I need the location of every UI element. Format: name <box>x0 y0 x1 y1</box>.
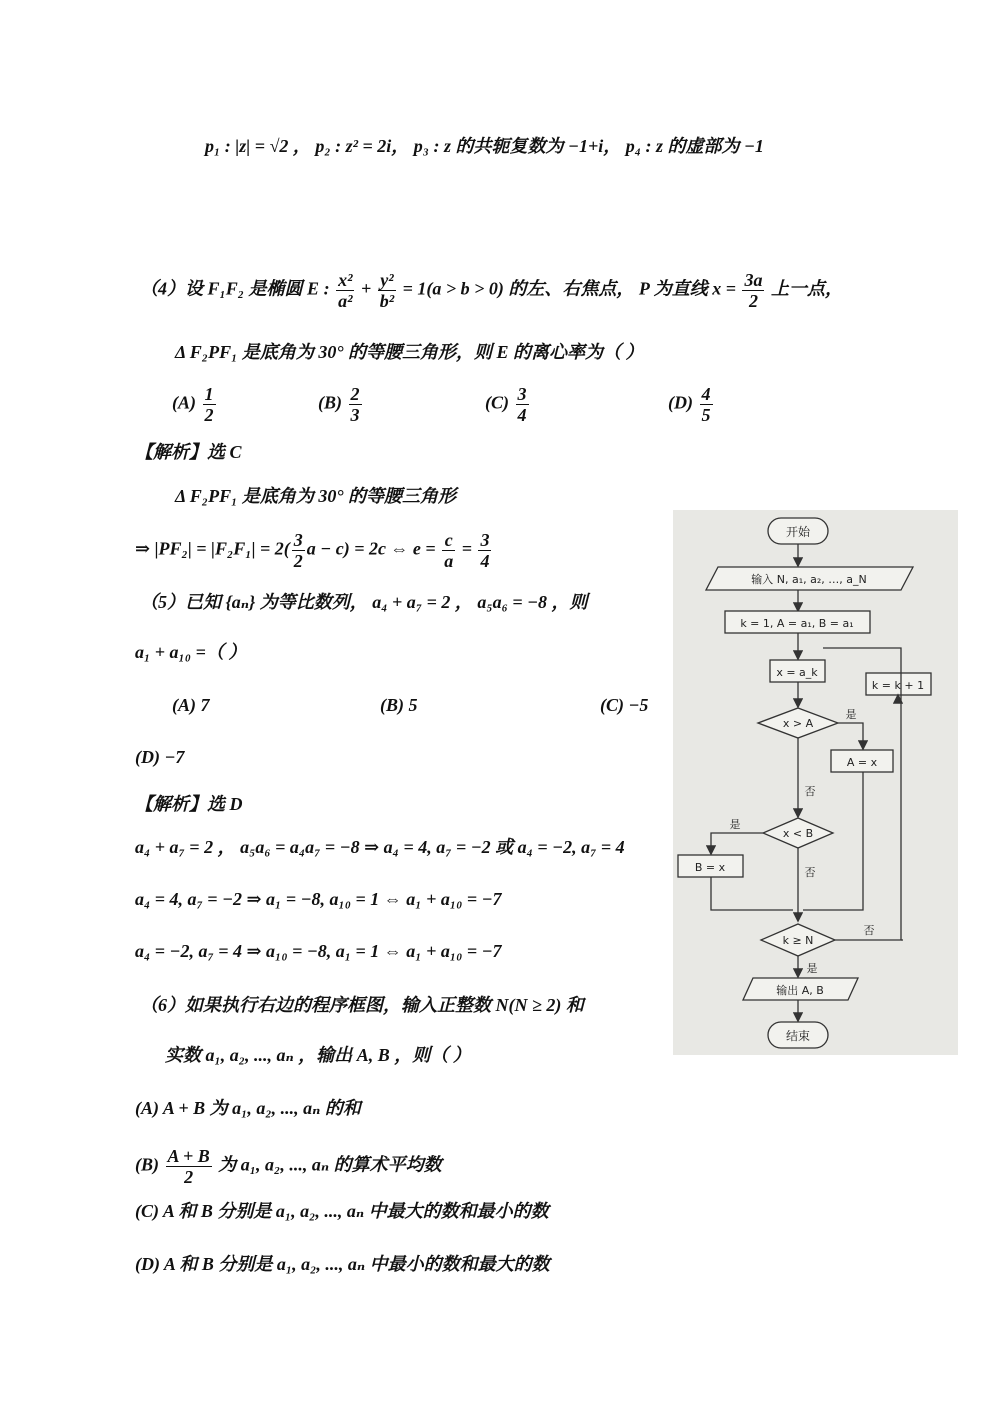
q5-option-b: (B) 5 <box>380 695 418 715</box>
q6-line1: （6）如果执行右边的程序框图，输入正整数 N(N ≥ 2) 和 <box>140 995 584 1015</box>
propositions-line: p₁ : |z| = √2 ， p₂ : z² = 2i， p₃ : z 的共轭复数为 −1+i， p₄ : z 的虚部为 −1 <box>205 136 764 156</box>
q4-answer: 【解析】选 C <box>135 442 242 462</box>
frac-num: 3 <box>480 530 490 550</box>
q5-answer: 【解析】选 D <box>135 794 243 814</box>
flow-no1-label: 否 <box>804 785 816 798</box>
q4-solution-2 <box>135 530 493 571</box>
q6-option-c: (C) A 和 B 分别是 a₁, a₂, ..., aₙ 中最大的数和最小的数 <box>135 1201 549 1221</box>
flow-cond1-label: x > A <box>782 717 814 730</box>
flow-no3-label: 否 <box>863 924 875 937</box>
q6-line2: 实数 a₁, a₂, ..., aₙ ，输出 A, B ，则（ ） <box>165 1045 471 1065</box>
q6-option-d: (D) A 和 B 分别是 a₁, a₂, ..., aₙ 中最小的数和最大的数 <box>135 1254 550 1274</box>
flow-yes3-label: 是 <box>806 962 818 975</box>
option-label: (B) <box>135 1154 159 1175</box>
flow-setB-label: B = x <box>694 861 726 874</box>
q4-line1-mid: = 1(a > b > 0) 的左、右焦点， P 为直线 x = <box>402 278 736 299</box>
frac-den: 4 <box>480 551 490 571</box>
frac-den: 4 <box>517 405 527 425</box>
flow-cond2-label: x < B <box>782 827 814 840</box>
q4-line2: Δ F₂PF₁ 是底角为 30° 的等腰三角形，则 E 的离心率为（ ） <box>175 342 644 362</box>
q4-solution-1: Δ F₂PF₁ 是底角为 30° 的等腰三角形 <box>175 486 457 506</box>
q4-line1-pre: （4）设 F₁F₂ 是椭圆 E : <box>140 278 330 299</box>
q4-frac-y2b2 <box>378 270 396 311</box>
frac-den: 2 <box>748 291 758 311</box>
frac-num: 4 <box>701 384 711 404</box>
q4-frac-x2a2 <box>336 270 354 311</box>
frac-num: y² <box>378 270 396 291</box>
flow-assign-label: x = a_k <box>776 666 818 679</box>
q4-option-d <box>668 384 715 425</box>
frac-num: 3a <box>744 270 763 290</box>
frac-num: 3 <box>517 384 527 404</box>
q6-option-a: (A) A + B 为 a₁, a₂, ..., aₙ 的和 <box>135 1098 361 1118</box>
flow-end-label: 结束 <box>785 1029 811 1043</box>
option-label: (D) <box>668 392 693 413</box>
frac-num: A + B <box>167 1146 210 1166</box>
sol2-mid: a − c) = 2c ⇔ e = <box>306 538 436 559</box>
flow-input-label: 输入 N, a₁, a₂, …, a_N <box>751 573 867 586</box>
q5-option-a: (A) 7 <box>172 695 210 715</box>
flow-increment-label: k = k + 1 <box>871 679 925 692</box>
q5-solution-3: a₄ = −2, a₇ = 4 ⇒ a₁₀ = −8, a₁ = 1 ⇔ a₁ + a₁₀ = −7 <box>135 941 502 961</box>
flow-no2-label: 否 <box>804 866 816 879</box>
frac-den: a <box>444 551 454 571</box>
q5-solution-1: a₄ + a₇ = 2 ， a₅a₆ = a₄a₇ = −8 ⇒ a₄ = 4, a₇ = −2 或 a₄ = −2, a₇ = 4 <box>135 837 625 857</box>
flow-cond3-label: k ≥ N <box>782 934 814 947</box>
q5-line2: a₁ + a₁₀ =（ ） <box>135 642 247 662</box>
frac-num: x² <box>338 270 353 290</box>
flow-setA-label: A = x <box>846 756 878 769</box>
frac-den: a² <box>338 291 353 311</box>
equals-sign: = <box>461 538 472 559</box>
frac-den: 3 <box>350 405 360 425</box>
option-label: (A) <box>172 392 196 413</box>
option-label: (B) <box>318 392 342 413</box>
frac-num: 3 <box>293 530 303 550</box>
flowchart-image <box>673 510 958 1055</box>
q4-line1 <box>140 270 843 311</box>
q4-option-c <box>485 384 531 425</box>
frac-num: 1 <box>204 384 214 404</box>
q5-option-c: (C) −5 <box>600 695 649 715</box>
q5-line1: （5）已知 {aₙ} 为等比数列， a₄ + a₇ = 2 ， a₅a₆ = −8 ，则 <box>140 592 588 612</box>
flow-yes1-label: 是 <box>845 708 857 721</box>
frac-den: 2 <box>204 405 214 425</box>
frac-den: 2 <box>184 1167 194 1187</box>
option-label: (C) <box>485 392 509 413</box>
plus-sign: + <box>360 278 372 299</box>
option-b-text: 为 a₁, a₂, ..., aₙ 的算术平均数 <box>218 1154 442 1175</box>
q5-option-d: (D) −7 <box>135 747 185 767</box>
flow-init-label: k = 1, A = a₁, B = a₁ <box>740 617 854 630</box>
flow-output-label: 输出 A, B <box>776 984 824 997</box>
q4-line1-post: 上一点， <box>770 278 843 299</box>
q4-option-a <box>172 384 218 425</box>
frac-num: c <box>442 530 455 551</box>
flow-start-label: 开始 <box>785 525 811 539</box>
frac-den: b² <box>379 291 395 311</box>
q4-option-b <box>318 384 364 425</box>
frac-den: 5 <box>701 405 711 425</box>
q5-solution-2: a₄ = 4, a₇ = −2 ⇒ a₁ = −8, a₁₀ = 1 ⇔ a₁ + a₁₀ = −7 <box>135 889 502 909</box>
frac-den: 2 <box>293 551 303 571</box>
flow-yes2-label: 是 <box>729 818 741 831</box>
sol2-pre: ⇒ |PF₂| = |F₂F₁| = 2( <box>135 538 290 559</box>
frac-num: 2 <box>350 384 360 404</box>
q6-option-b <box>135 1146 442 1187</box>
q4-frac-3a2 <box>742 270 764 311</box>
